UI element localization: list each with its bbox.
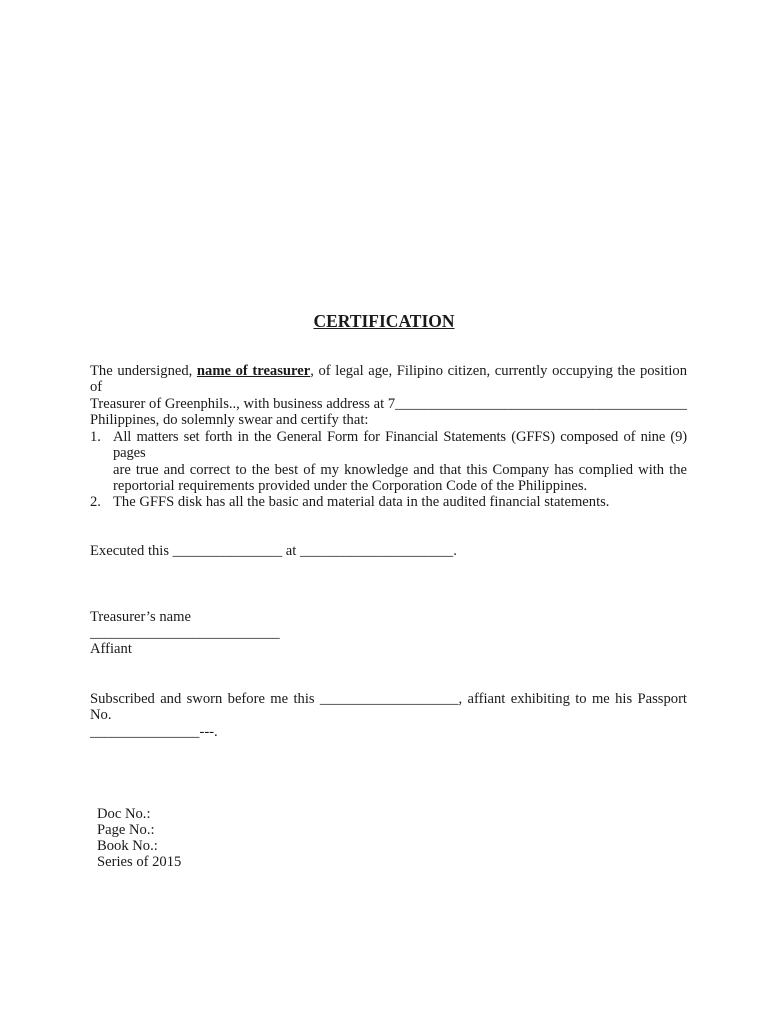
subscribed-line-1: Subscribed and sworn before me this ___________________, affiant exhibiting to me his Passport No. (90, 691, 687, 724)
list-item-line: are true and correct to the best of my knowledge and that this Company has complied with the (113, 461, 687, 478)
list-item-line: All matters set forth in the General Form for Financial Statements (GFFS) composed of nine (9) pages (113, 429, 687, 462)
intro-line-1-prefix: The undersigned, (90, 363, 197, 379)
page-no-label: Page No.: (97, 822, 155, 838)
list-item (90, 494, 687, 510)
list-item-line: reportorial requirements provided under the Corporation Code of the Philippines. (113, 478, 588, 495)
intro-line-2: Treasurer of Greenphils.., with business address at 7________________________________________ (90, 395, 687, 412)
executed-line: Executed this _______________ at _____________________. (90, 543, 457, 559)
signature-line: __________________________ (90, 625, 280, 641)
list-item (90, 429, 687, 495)
list-item-line: The GFFS disk has all the basic and material data in the audited financial statements. (113, 494, 610, 510)
series-label: Series of 2015 (97, 854, 182, 870)
document-title: CERTIFICATION (313, 311, 455, 331)
list-item-text (113, 429, 687, 495)
signatory-name: Treasurer’s name (90, 609, 191, 625)
intro-line-1 (90, 363, 687, 396)
treasurer-name-placeholder: name of treasurer (196, 363, 311, 379)
intro-line-1-suffix: , of legal age, Filipino citizen, currently occupying the position of (90, 363, 687, 396)
list-item-text (113, 494, 687, 510)
list-item-number: 1. (90, 429, 101, 445)
list-item-number: 2. (90, 494, 101, 510)
subscribed-paragraph (90, 691, 687, 740)
intro-line-3: Philippines, do solemnly swear and certify that: (90, 412, 369, 429)
book-no-label: Book No.: (97, 838, 158, 854)
doc-no-label: Doc No.: (97, 806, 151, 822)
affiant-label: Affiant (90, 641, 132, 657)
subscribed-line-2: _______________---. (90, 723, 218, 740)
intro-paragraph (90, 363, 687, 429)
